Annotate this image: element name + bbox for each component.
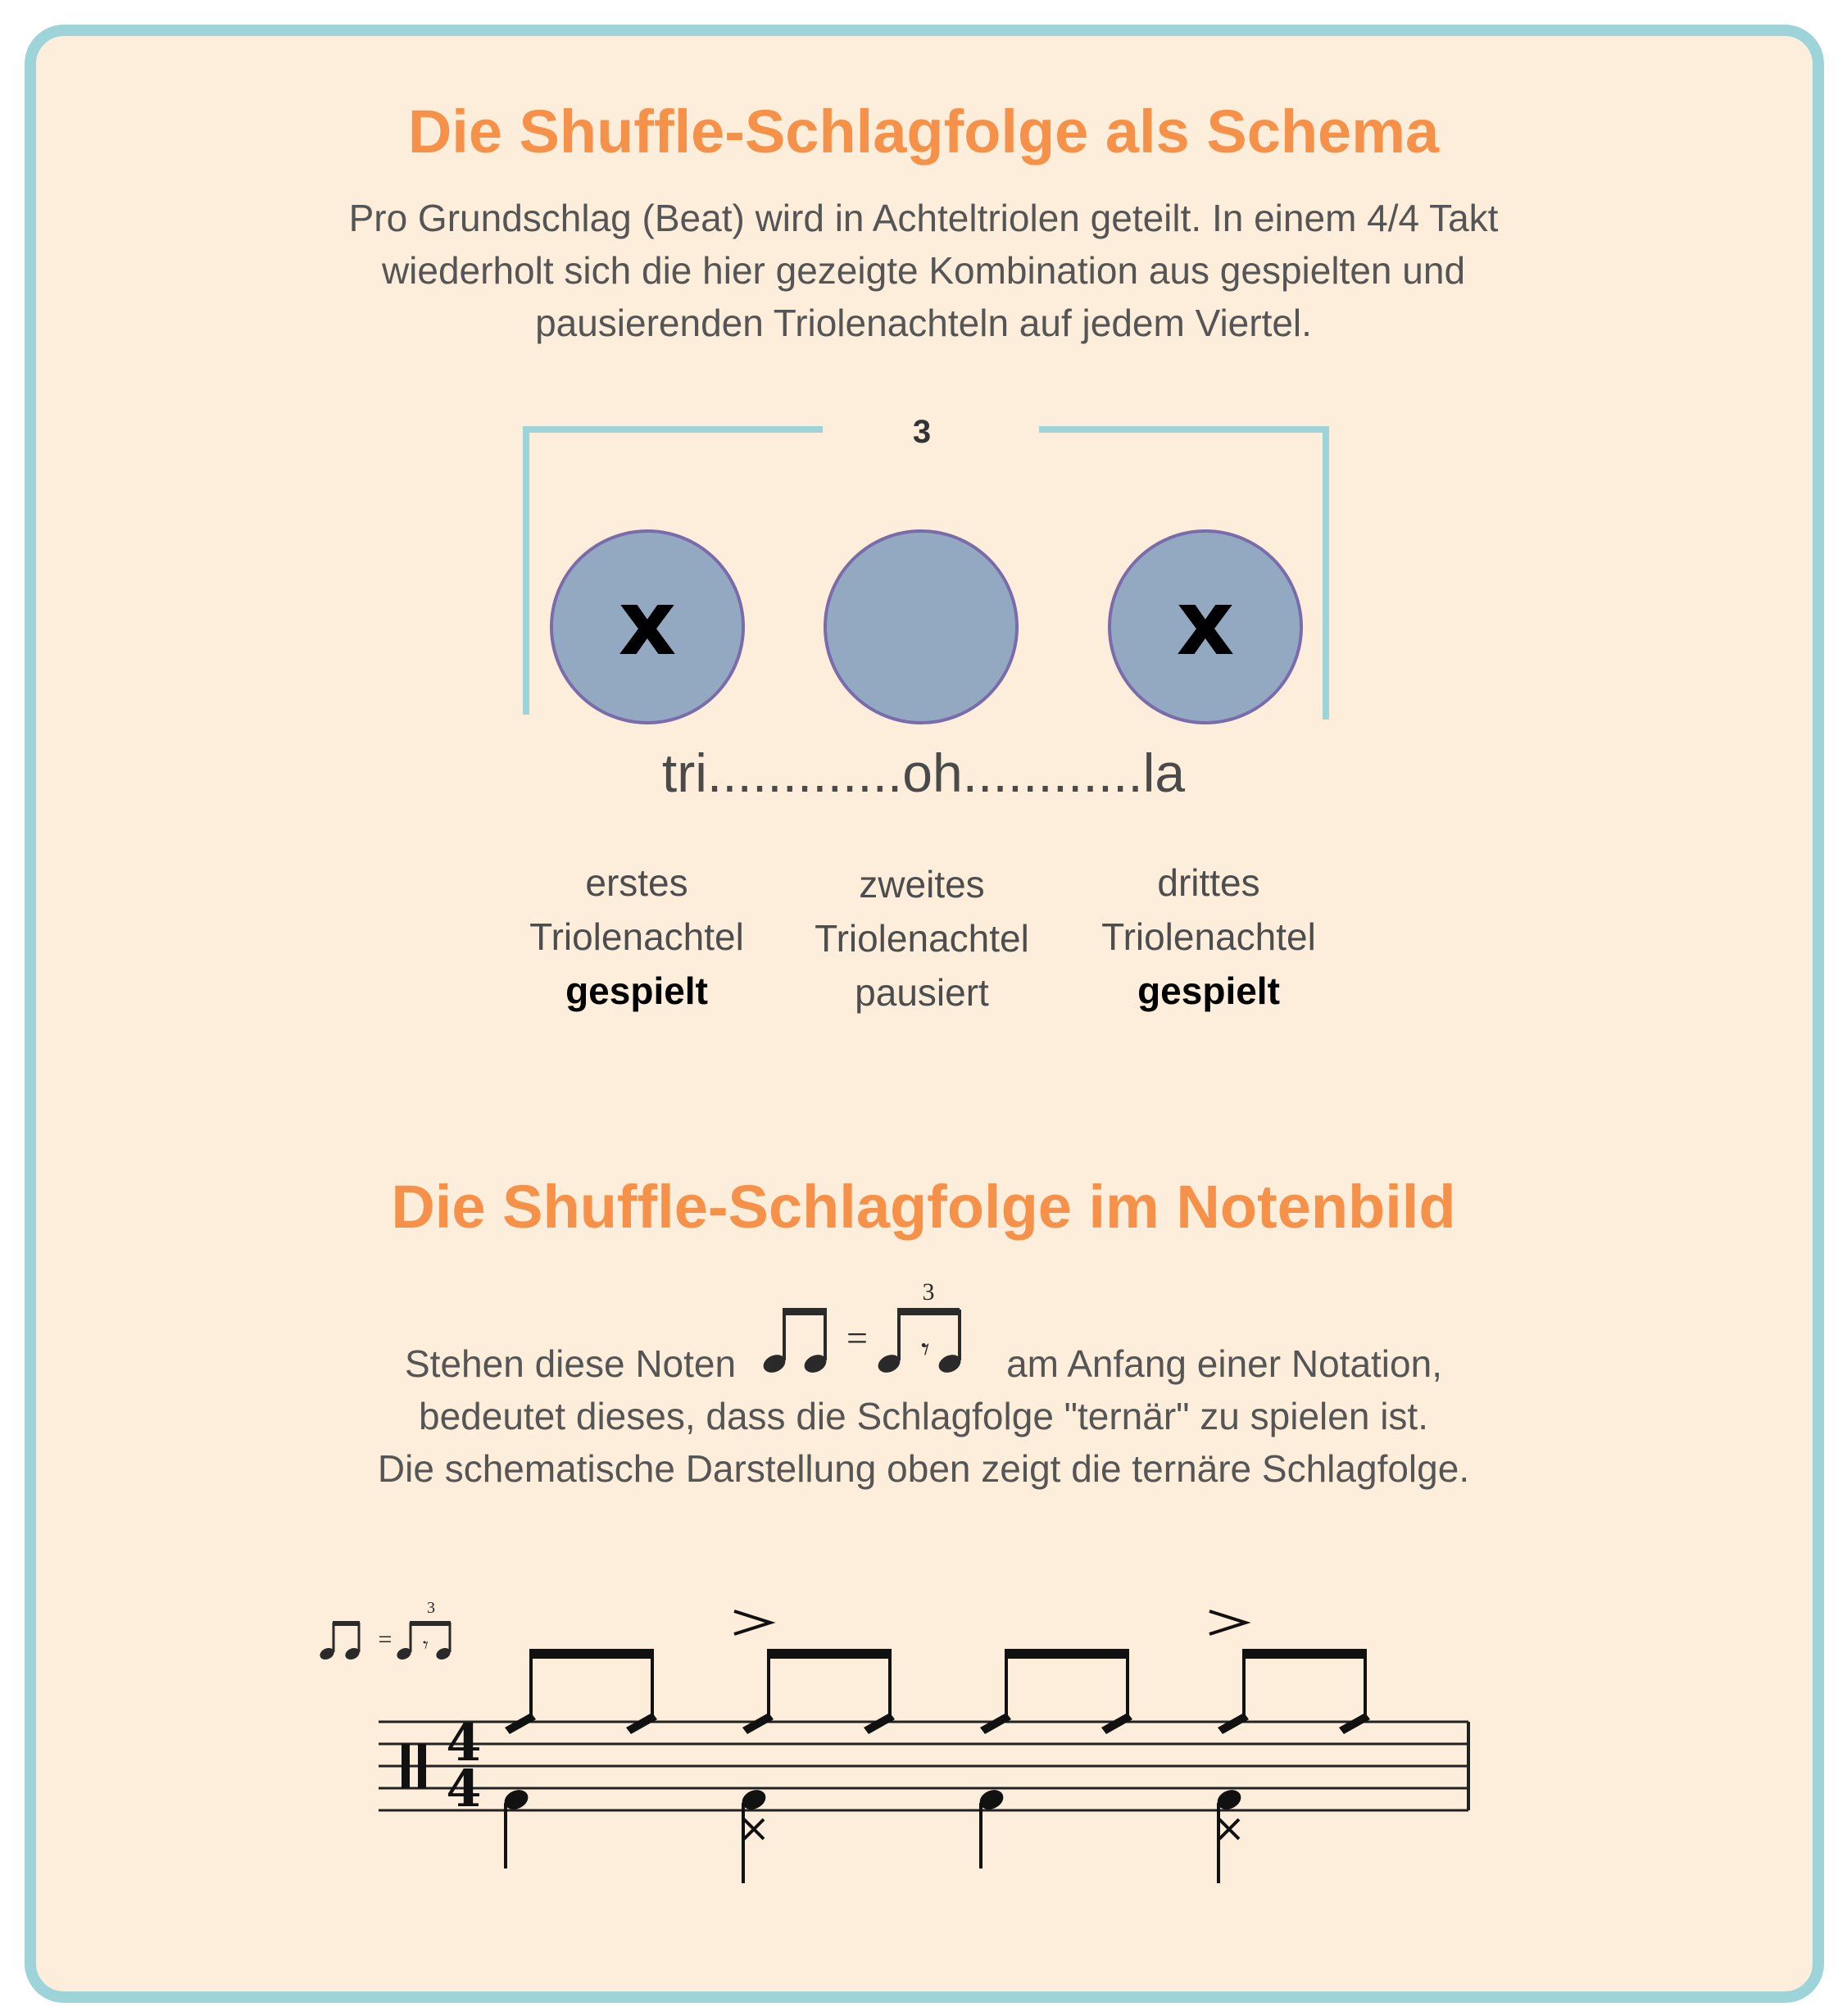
equivalence-tuplet-number: 3 xyxy=(922,1278,935,1305)
time-signature-denominator: 4 xyxy=(446,1759,482,1818)
score-eighth-rest-icon: 𝄾 xyxy=(423,1633,429,1658)
time-signature-numerator: 4 xyxy=(446,1713,482,1773)
eighth-rest-icon: 𝄾 xyxy=(921,1331,930,1369)
column-second-noun: Triolenachtel xyxy=(815,917,1029,960)
beats xyxy=(501,1611,1370,1883)
notation-text-after: am Anfang einer Notation, xyxy=(1006,1342,1442,1385)
score-tuplet-number: 3 xyxy=(427,1599,435,1617)
column-third-ordinal: drittes xyxy=(1157,861,1260,904)
triplet-number: 3 xyxy=(912,414,932,450)
schema-intro-line-3: pausierenden Triolenachteln auf jedem Viertel. xyxy=(535,302,1312,344)
notation-text-before: Stehen diese Noten xyxy=(405,1342,737,1385)
column-second-ordinal: zweites xyxy=(859,863,985,906)
notation-text-line-3: Die schematische Darstellung oben zeigt die ternäre Schlagfolge. xyxy=(377,1447,1470,1490)
equivalence-equals: = xyxy=(846,1317,868,1359)
notation-title: Die Shuffle-Schlagfolge im Notenbild xyxy=(391,1173,1456,1241)
column-second-state: pausiert xyxy=(855,971,989,1014)
column-third-noun: Triolenachtel xyxy=(1101,915,1316,958)
drum-staff xyxy=(379,1722,1468,1810)
played-mark-1: x xyxy=(618,570,677,675)
shuffle-equivalence-score xyxy=(318,1599,452,1662)
score-equivalence-equals: = xyxy=(378,1626,393,1653)
beam-1 xyxy=(529,1649,654,1659)
column-third-state: gespielt xyxy=(1137,969,1280,1012)
schema-intro-line-2: wiederholt sich die hier gezeigte Kombination aus gespielten und xyxy=(381,249,1466,292)
accent-2 xyxy=(734,1611,770,1634)
column-first-noun: Triolenachtel xyxy=(529,915,744,958)
shuffle-equivalence-inline xyxy=(760,1278,964,1376)
column-first-ordinal: erstes xyxy=(585,861,688,904)
beam-2 xyxy=(767,1649,892,1659)
played-mark-3: x xyxy=(1176,570,1235,675)
schema-title: Die Shuffle-Schlagfolge als Schema xyxy=(407,98,1440,166)
notation-text-line-2: bedeutet dieses, dass die Schlagfolge "ternär" zu spielen ist. xyxy=(419,1395,1428,1437)
schema-intro-line-1: Pro Grundschlag (Beat) wird in Achteltriolen geteilt. In einem 4/4 Takt xyxy=(348,197,1499,239)
beam-3 xyxy=(1005,1649,1129,1659)
triplet-syllables: tri.............oh............la xyxy=(661,742,1186,803)
accent-4 xyxy=(1209,1611,1246,1634)
column-first-state: gespielt xyxy=(565,969,708,1012)
beam-4 xyxy=(1242,1649,1367,1659)
